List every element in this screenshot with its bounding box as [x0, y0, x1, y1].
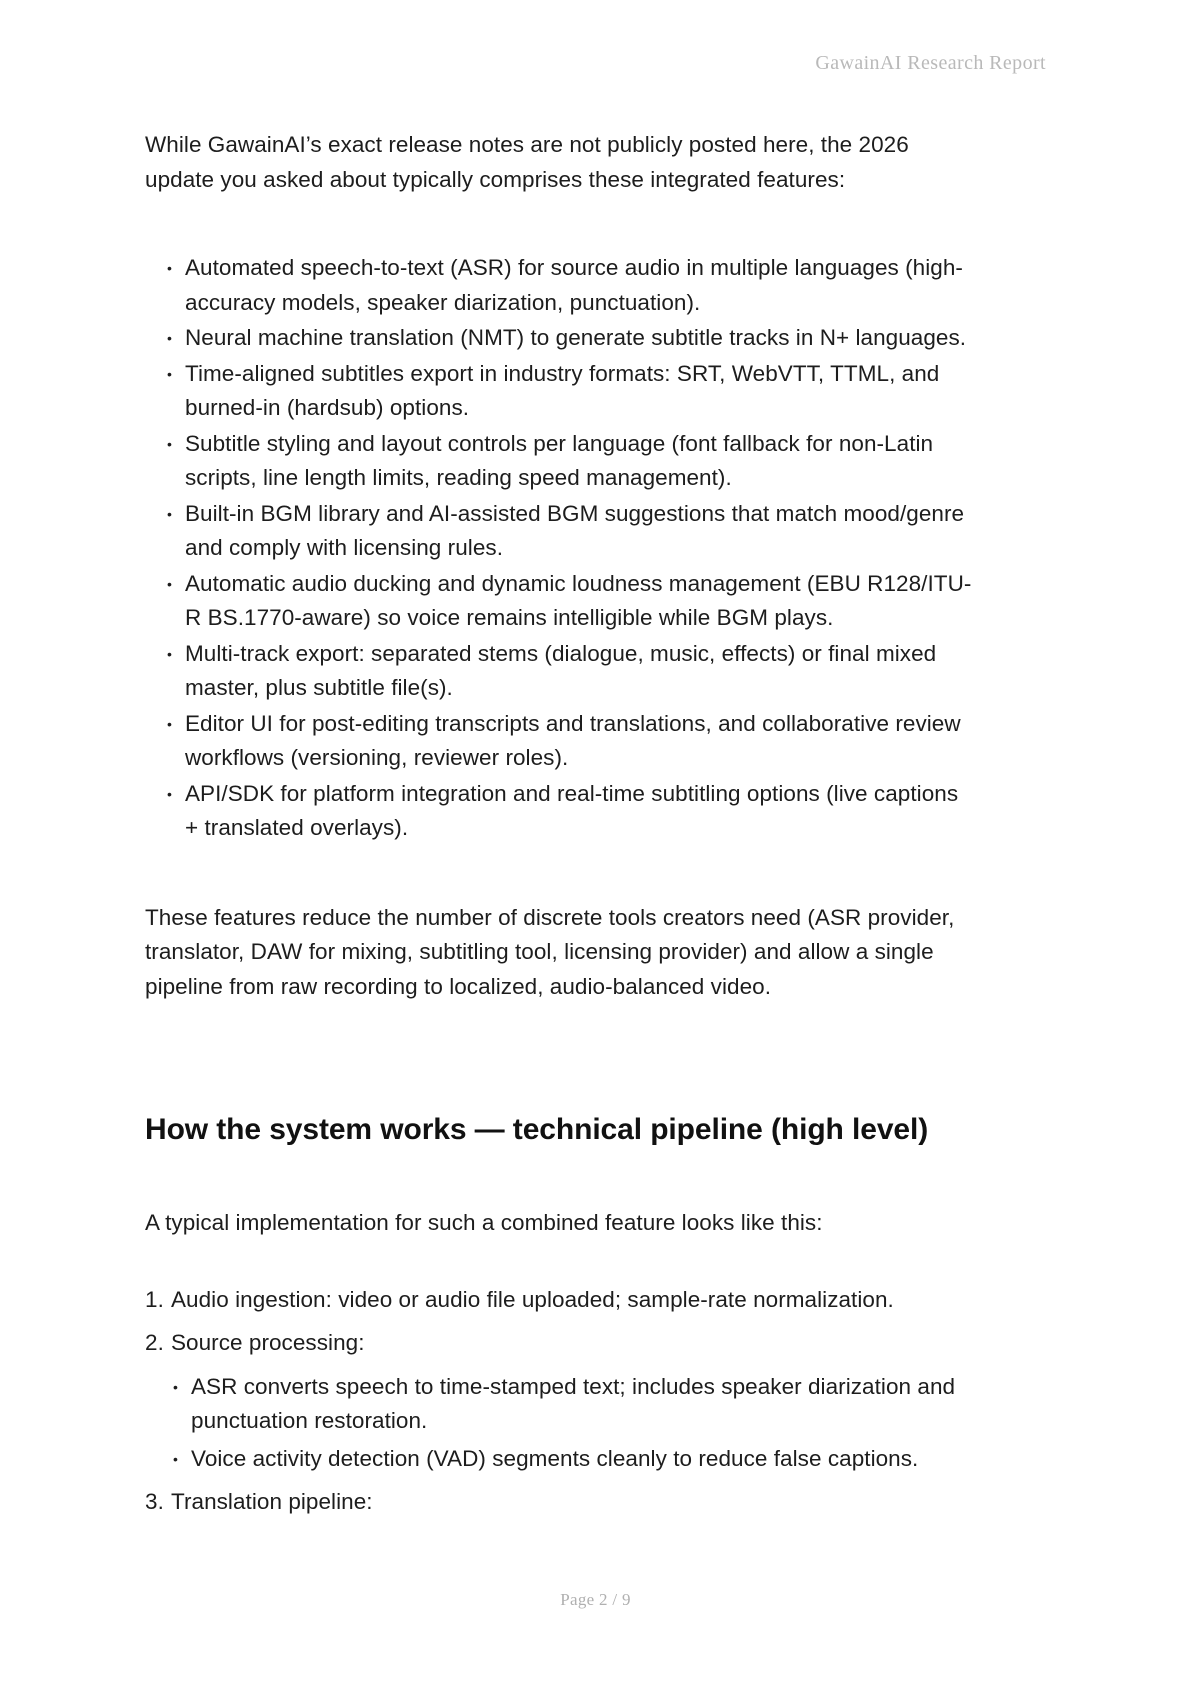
- list-item: • Automated speech-to-text (ASR) for source audio in multiple languages (high-accuracy models, speaker diarization, punctuation).: [167, 251, 975, 320]
- step-number: 3.: [145, 1489, 164, 1514]
- list-item: [145, 1485, 975, 1520]
- list-item: • API/SDK for platform integration and real-time subtitling options (live captions + translated overlays).: [167, 777, 975, 846]
- spacer: [145, 1241, 975, 1283]
- list-item: • Built-in BGM library and AI-assisted BGM suggestions that match mood/genre and comply with licensing rules.: [167, 497, 975, 566]
- summary-paragraph: These features reduce the number of discrete tools creators need (ASR provider, translator, DAW for mixing, subtitling tool, licensing provider) and allow a single pipeline from raw recording to localized, audio-balanced video.: [145, 904, 955, 999]
- intro-paragraph: While GawainAI’s exact release notes are not publicly posted here, the 2026 update you asked about typically comprises these integrated features:: [145, 132, 909, 192]
- pipeline-intro-paragraph: A typical implementation for such a combined feature looks like this:: [145, 1210, 823, 1235]
- list-item: • Editor UI for post-editing transcripts and translations, and collaborative review workflows (versioning, reviewer roles).: [167, 707, 975, 776]
- step-number: 1.: [145, 1286, 164, 1312]
- spacer: [145, 1150, 975, 1206]
- step-number: 2.: [145, 1330, 164, 1355]
- spacer: [145, 1004, 975, 1110]
- step-text: Translation pipeline:: [171, 1489, 373, 1514]
- list-item: • Automatic audio ducking and dynamic loudness management (EBU R128/ITU-R BS.1770-aware) so voice remains intelligible while BGM plays.: [167, 567, 975, 636]
- list-item: • Subtitle styling and layout controls per language (font fallback for non-Latin scripts, line length limits, reading speed management).: [167, 427, 975, 496]
- list-item: • ASR converts speech to time-stamped text; includes speaker diarization and punctuation restoration.: [173, 1370, 975, 1439]
- list-item: [145, 1326, 975, 1476]
- page-content: [145, 128, 975, 1529]
- step-text: Source processing:: [171, 1330, 365, 1355]
- list-item: • Voice activity detection (VAD) segments cleanly to reduce false captions.: [173, 1442, 975, 1477]
- step-text: Audio ingestion: video or audio file uploaded; sample-rate normalization.: [171, 1286, 894, 1312]
- page-footer: Page 2 / 9: [560, 1590, 631, 1609]
- step-sublist: [171, 1370, 975, 1477]
- pipeline-step-list: [145, 1283, 975, 1520]
- list-item: • Neural machine translation (NMT) to generate subtitle tracks in N+ languages.: [167, 321, 975, 356]
- list-item: [145, 1283, 975, 1318]
- list-item: • Time-aligned subtitles export in industry formats: SRT, WebVTT, TTML, and burned-in (hardsub) options.: [167, 357, 975, 426]
- spacer: [145, 197, 975, 251]
- section-heading: How the system works — technical pipeline (high level): [145, 1113, 929, 1146]
- list-item: • Multi-track export: separated stems (dialogue, music, effects) or final mixed master, plus subtitle file(s).: [167, 637, 975, 706]
- spacer: [145, 847, 975, 901]
- running-header: GawainAI Research Report: [815, 52, 1046, 74]
- feature-list: [145, 251, 975, 846]
